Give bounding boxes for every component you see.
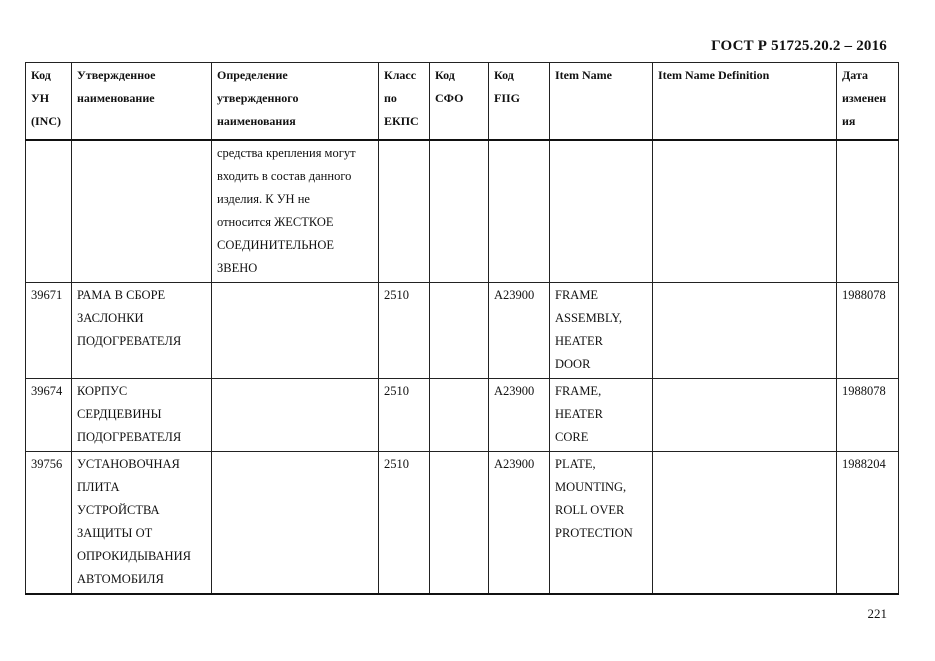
cell-text-line: ПОДОГРЕВАТЕЛЯ [77,430,182,444]
table-row [26,452,899,595]
header-text-line: по [384,91,397,105]
header-text-line: FIIG [494,91,521,105]
cell-text-line: PROTECTION [555,526,633,540]
cell-text-line: 39674 [31,384,63,398]
header-text-line: Item Name Definition [658,68,770,82]
cell-class [379,140,430,283]
cell-date [837,140,899,283]
cell-item-name [550,379,653,452]
cell-code [26,140,72,283]
cell-text-line: ROLL OVER [555,503,625,517]
header-text-line: утвержденного [217,91,299,105]
cell-fiig [489,452,550,595]
document-title: ГОСТ Р 51725.20.2 – 2016 [711,38,887,54]
column-header-code [26,63,72,141]
cell-text-line: 39756 [31,457,63,471]
header-text-line: Утвержденное [77,68,156,82]
header-text-line: Определение [217,68,288,82]
cell-text-line: УСТАНОВОЧНАЯ [77,457,180,471]
column-header-definition [212,63,379,141]
cell-text-line: HEATER [555,407,603,421]
column-header-item-name-definition [653,63,837,141]
catalog-table [25,62,899,595]
cell-text-line: PLATE, [555,457,596,471]
header-text-line: Код [31,68,51,82]
cell-item-name-definition [653,452,837,595]
table-row [26,140,899,283]
table-row [26,283,899,379]
cell-sfo [430,452,489,595]
cell-text-line: FRAME, [555,384,602,398]
cell-class [379,379,430,452]
cell-name [72,140,212,283]
cell-code [26,379,72,452]
cell-fiig [489,283,550,379]
cell-text-line: A23900 [494,384,535,398]
cell-text-line: ЗАЩИТЫ ОТ [77,526,153,540]
cell-text-line: 1988204 [842,457,886,471]
cell-text-line: MOUNTING, [555,480,627,494]
cell-sfo [430,140,489,283]
cell-text-line: ПОДОГРЕВАТЕЛЯ [77,334,182,348]
header-text-line: УН [31,91,50,105]
cell-text-line: средства крепления могут [217,146,356,160]
table-row [26,379,899,452]
table-header-row [26,63,899,141]
cell-text-line: КОРПУС [77,384,128,398]
cell-text-line: DOOR [555,357,591,371]
cell-item-name [550,140,653,283]
header-text-line: наименования [217,114,296,128]
column-header-item-name [550,63,653,141]
column-header-fiig [489,63,550,141]
header-text-line: Класс [384,68,417,82]
header-text-line: наименование [77,91,155,105]
cell-text-line: A23900 [494,288,535,302]
cell-name [72,283,212,379]
cell-text-line: ОПРОКИДЫВАНИЯ [77,549,191,563]
cell-date [837,379,899,452]
header-text-line: Item Name [555,68,612,82]
page-number: 221 [867,606,887,621]
header-text-line: ЕКПС [384,114,419,128]
cell-item-name-definition [653,283,837,379]
cell-name [72,379,212,452]
cell-name [72,452,212,595]
cell-definition [212,452,379,595]
cell-fiig [489,379,550,452]
cell-date [837,283,899,379]
cell-class [379,452,430,595]
cell-item-name-definition [653,140,837,283]
cell-text-line: РАМА В СБОРЕ [77,288,166,302]
cell-text-line: 39671 [31,288,63,302]
cell-text-line: СЕРДЦЕВИНЫ [77,407,162,421]
header-text-line: СФО [435,91,464,105]
cell-item-name [550,452,653,595]
header-text-line: Код [435,68,455,82]
cell-text-line: 1988078 [842,288,886,302]
cell-code [26,283,72,379]
cell-text-line: 1988078 [842,384,886,398]
cell-code [26,452,72,595]
cell-text-line: ЗАСЛОНКИ [77,311,144,325]
cell-item-name-definition [653,379,837,452]
cell-text-line: HEATER [555,334,603,348]
header-text-line: изменен [842,91,887,105]
cell-sfo [430,379,489,452]
table-body [26,140,899,594]
cell-definition [212,283,379,379]
cell-text-line: 2510 [384,384,409,398]
cell-text-line: УСТРОЙСТВА [77,503,160,517]
cell-text-line: СОЕДИНИТЕЛЬНОЕ [217,238,335,252]
cell-class [379,283,430,379]
cell-text-line: изделия. К УН не [217,192,310,206]
cell-text-line: входить в состав данного [217,169,352,183]
cell-text-line: АВТОМОБИЛЯ [77,572,164,586]
cell-text-line: A23900 [494,457,535,471]
cell-sfo [430,283,489,379]
cell-text-line: 2510 [384,288,409,302]
cell-definition [212,379,379,452]
column-header-class [379,63,430,141]
cell-date [837,452,899,595]
header-text-line: ия [842,114,856,128]
cell-text-line: CORE [555,430,589,444]
cell-text-line: ASSEMBLY, [555,311,622,325]
cell-text-line: 2510 [384,457,409,471]
header-text-line: Код [494,68,514,82]
header-text-line: Дата [842,68,868,82]
cell-fiig [489,140,550,283]
cell-text-line: относится ЖЕСТКОЕ [217,215,334,229]
cell-definition [212,140,379,283]
column-header-sfo [430,63,489,141]
cell-item-name [550,283,653,379]
cell-text-line: FRAME [555,288,599,302]
cell-text-line: ПЛИТА [77,480,120,494]
cell-text-line: ЗВЕНО [217,261,258,275]
column-header-name [72,63,212,141]
column-header-date [837,63,899,141]
header-text-line: (INC) [31,114,61,128]
